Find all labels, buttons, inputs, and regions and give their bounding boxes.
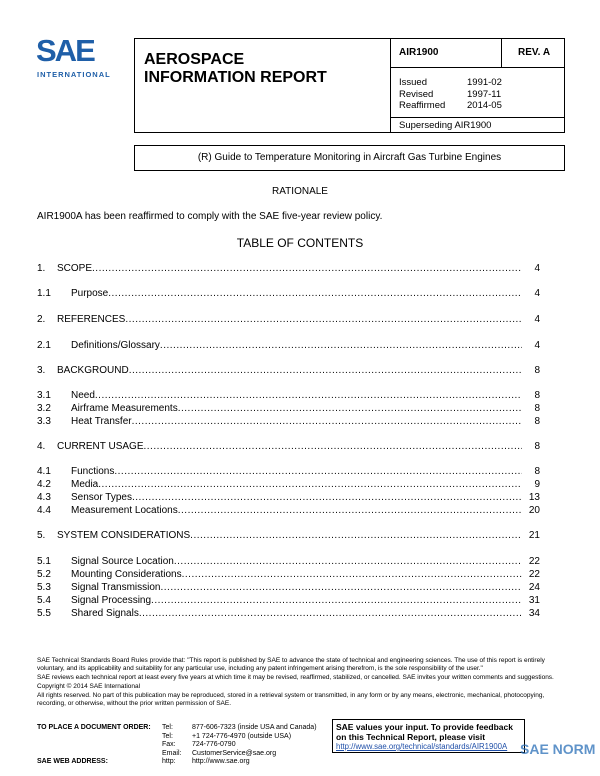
toc-entry-page: 20 — [528, 505, 540, 516]
web-address-label: SAE WEB ADDRESS: — [37, 758, 108, 765]
toc-entry[interactable] — [37, 364, 540, 377]
sae-logo: SAE — [36, 33, 94, 68]
doc-info-cell — [391, 39, 564, 132]
superseding: Superseding AIR1900 — [399, 120, 492, 131]
revision-cell — [502, 39, 564, 68]
toc-entry[interactable] — [37, 594, 540, 607]
feedback-line2: on this Technical Report, please visit — [336, 732, 486, 742]
issued-label: Issued — [399, 77, 427, 88]
toc-leader-dots — [114, 465, 522, 478]
toc-entry-title: Definitions/Glossary — [71, 340, 160, 351]
tel-label: Tel: — [162, 724, 173, 731]
toc-entry-number: 4.2 — [37, 479, 51, 490]
report-type — [144, 51, 327, 87]
toc-entry-title: Signal Transmission — [71, 582, 161, 593]
toc-entry[interactable] — [37, 529, 540, 542]
toc-leader-dots — [160, 581, 522, 594]
toc-leader-dots — [129, 364, 522, 377]
toc-entry-number: 4.3 — [37, 492, 51, 503]
toc-entry-number: 3.2 — [37, 403, 51, 414]
toc-entry-page: 4 — [534, 263, 540, 274]
footer-notes — [37, 657, 565, 709]
toc-entry[interactable] — [37, 607, 540, 620]
toc-entry-page: 34 — [528, 608, 540, 619]
toc-entry-title: Media — [71, 479, 99, 490]
toc-entry[interactable] — [37, 262, 540, 275]
reaffirmed-date: 2014-05 — [467, 100, 502, 111]
report-type-cell — [135, 39, 391, 132]
toc-entry[interactable] — [37, 313, 540, 326]
toc-entry[interactable] — [37, 478, 540, 491]
rights-note: All rights reserved. No part of this publication may be reproduced, stored in a retrieval system or transmitted, in any form or by any means, electronic, mechanical, photocopying, recording, or otherwise, without the prior written permission of SAE. — [37, 692, 545, 707]
toc-leader-dots — [139, 607, 522, 620]
toc-entry[interactable] — [37, 415, 540, 428]
toc-entry-page: 8 — [534, 403, 540, 414]
doc-number: AIR1900 — [399, 47, 439, 58]
copyright: Copyright © 2014 SAE International — [37, 683, 141, 690]
toc-entry-number: 5.4 — [37, 595, 51, 606]
toc-entry[interactable] — [37, 440, 540, 453]
toc-entry-page: 22 — [528, 556, 540, 567]
toc-entry-number: 5. — [37, 530, 46, 541]
toc-entry-page: 8 — [534, 365, 540, 376]
feedback-link[interactable]: http://www.sae.org/technical/standards/AIR1900A — [336, 742, 508, 751]
toc-entry[interactable] — [37, 555, 540, 568]
feedback-line1: SAE values your input. To provide feedback — [336, 722, 513, 732]
revised-date: 1997-11 — [467, 88, 502, 100]
toc-entry-number: 4.1 — [37, 466, 51, 477]
reaffirmed-label: Reaffirmed — [399, 100, 446, 111]
toc-entry-title: CURRENT USAGE — [57, 441, 144, 452]
fax: 724-776-0790 — [192, 741, 236, 748]
watermark: SAE NORM — [520, 741, 596, 757]
toc-entry-title: Heat Transfer — [71, 416, 132, 427]
tel-outside: +1 724-776-4970 (outside USA) — [192, 732, 292, 740]
toc-entry-page: 8 — [534, 390, 540, 401]
revised-label: Revised — [399, 88, 434, 100]
toc-leader-dots — [132, 491, 522, 504]
toc-leader-dots — [95, 389, 522, 402]
toc-entry[interactable] — [37, 581, 540, 594]
toc-entry-number: 5.1 — [37, 556, 51, 567]
web-url[interactable]: http://www.sae.org — [192, 758, 250, 765]
toc-entry-number: 5.2 — [37, 569, 51, 580]
toc-leader-dots — [190, 529, 522, 542]
toc-entry-number: 4.4 — [37, 505, 51, 516]
toc-entry-number: 3.1 — [37, 390, 51, 401]
toc-entry-page: 22 — [528, 569, 540, 580]
fax-label: Fax: — [162, 741, 176, 748]
toc-entry[interactable] — [37, 339, 540, 352]
toc-entry-title: SYSTEM CONSIDERATIONS — [57, 530, 191, 541]
toc-entry[interactable] — [37, 287, 540, 300]
toc-entry-number: 3. — [37, 365, 46, 376]
toc-entry-title: Signal Processing — [71, 595, 152, 606]
toc-entry-page: 21 — [528, 530, 540, 541]
report-type-line2: INFORMATION REPORT — [144, 69, 327, 86]
rationale-text: AIR1900A has been reaffirmed to comply with the SAE five-year review policy. — [37, 211, 383, 222]
toc-entry-page: 31 — [528, 595, 540, 606]
toc-leader-dots — [178, 504, 522, 517]
toc-leader-dots — [125, 313, 522, 326]
toc-entry-page: 13 — [528, 492, 540, 503]
usage-note: SAE Technical Standards Board Rules provide that: "This report is published by SAE to advance the state of technical and engineering sciences. The use of this report is entirely voluntary, and its applicability and suitability for any particular use, including any patent infringement arising therefrom, is the sole responsibility of the user." — [37, 657, 545, 672]
toc-entry-page: 24 — [528, 582, 540, 593]
toc-entry-number: 5.3 — [37, 582, 51, 593]
toc-heading: TABLE OF CONTENTS — [236, 236, 364, 250]
toc-entry-title: Sensor Types — [71, 492, 132, 503]
toc-entry-number: 4. — [37, 441, 46, 452]
toc-leader-dots — [132, 415, 522, 428]
document-title: (R) Guide to Temperature Monitoring in Aircraft Gas Turbine Engines — [134, 145, 565, 171]
toc-entry-page: 9 — [534, 479, 540, 490]
email: CustomerService@sae.org — [192, 749, 277, 757]
toc-entry-title: Need — [71, 390, 95, 401]
revision: REV. A — [518, 47, 551, 58]
toc-entry-title: Shared Signals — [71, 608, 139, 619]
toc-entry-title: Airframe Measurements — [71, 403, 178, 414]
order-label: TO PLACE A DOCUMENT ORDER: — [37, 724, 151, 731]
email-label: Email: — [162, 749, 182, 757]
rationale-heading: RATIONALE — [272, 186, 328, 197]
toc-entry-page: 4 — [534, 288, 540, 299]
toc-entry-title: SCOPE — [57, 263, 93, 274]
toc-entry-title: BACKGROUND — [57, 365, 129, 376]
document-header — [134, 38, 565, 133]
toc-entry-number: 3.3 — [37, 416, 51, 427]
toc-entry-number: 5.5 — [37, 608, 51, 619]
toc-entry-title: Signal Source Location — [71, 556, 174, 567]
toc-leader-dots — [144, 440, 523, 453]
doc-number-cell — [391, 39, 502, 68]
toc-leader-dots — [160, 339, 522, 352]
toc-leader-dots — [108, 287, 522, 300]
toc-entry[interactable] — [37, 465, 540, 478]
toc-entry-number: 2.1 — [37, 340, 51, 351]
date-block — [399, 77, 529, 112]
report-type-line1: AEROSPACE — [144, 51, 245, 68]
toc-leader-dots — [178, 402, 522, 415]
tel-label-2: Tel: — [162, 732, 173, 740]
toc-entry[interactable] — [37, 389, 540, 402]
toc-leader-dots — [174, 555, 522, 568]
http-label: http: — [162, 758, 176, 765]
toc-entry-page: 8 — [534, 466, 540, 477]
toc-entry[interactable] — [37, 402, 540, 415]
toc-entry-number: 1.1 — [37, 288, 51, 299]
toc-entry-page: 8 — [534, 416, 540, 427]
toc-leader-dots — [151, 594, 522, 607]
toc-entry-page: 4 — [534, 314, 540, 325]
toc-entry-page: 4 — [534, 340, 540, 351]
review-note: SAE reviews each technical report at least every five years at which time it may be revised, reaffirmed, stabilized, or cancelled. SAE invites your written comments and suggestions. — [37, 674, 554, 681]
issued-date: 1991-02 — [467, 77, 502, 88]
toc-leader-dots — [182, 568, 522, 581]
toc-leader-dots — [92, 262, 522, 275]
toc-entry-number: 1. — [37, 263, 46, 274]
toc-entry-title: Purpose — [71, 288, 109, 299]
toc-entry-title: Mounting Considerations — [71, 569, 182, 580]
superseding-cell — [391, 117, 564, 133]
toc-entry[interactable] — [37, 568, 540, 581]
toc-entry-title: Measurement Locations — [71, 505, 178, 516]
toc-leader-dots — [98, 478, 522, 491]
tel-inside: 877-606-7323 (inside USA and Canada) — [192, 724, 317, 731]
toc-entry-title: Functions — [71, 466, 115, 477]
toc-entry-title: REFERENCES — [57, 314, 126, 325]
toc-entry-number: 2. — [37, 314, 46, 325]
toc-entry[interactable] — [37, 504, 540, 517]
sae-logo-subtitle: INTERNATIONAL — [37, 70, 111, 79]
feedback-box — [332, 719, 525, 753]
toc-entry[interactable] — [37, 491, 540, 504]
toc-entry-page: 8 — [534, 441, 540, 452]
